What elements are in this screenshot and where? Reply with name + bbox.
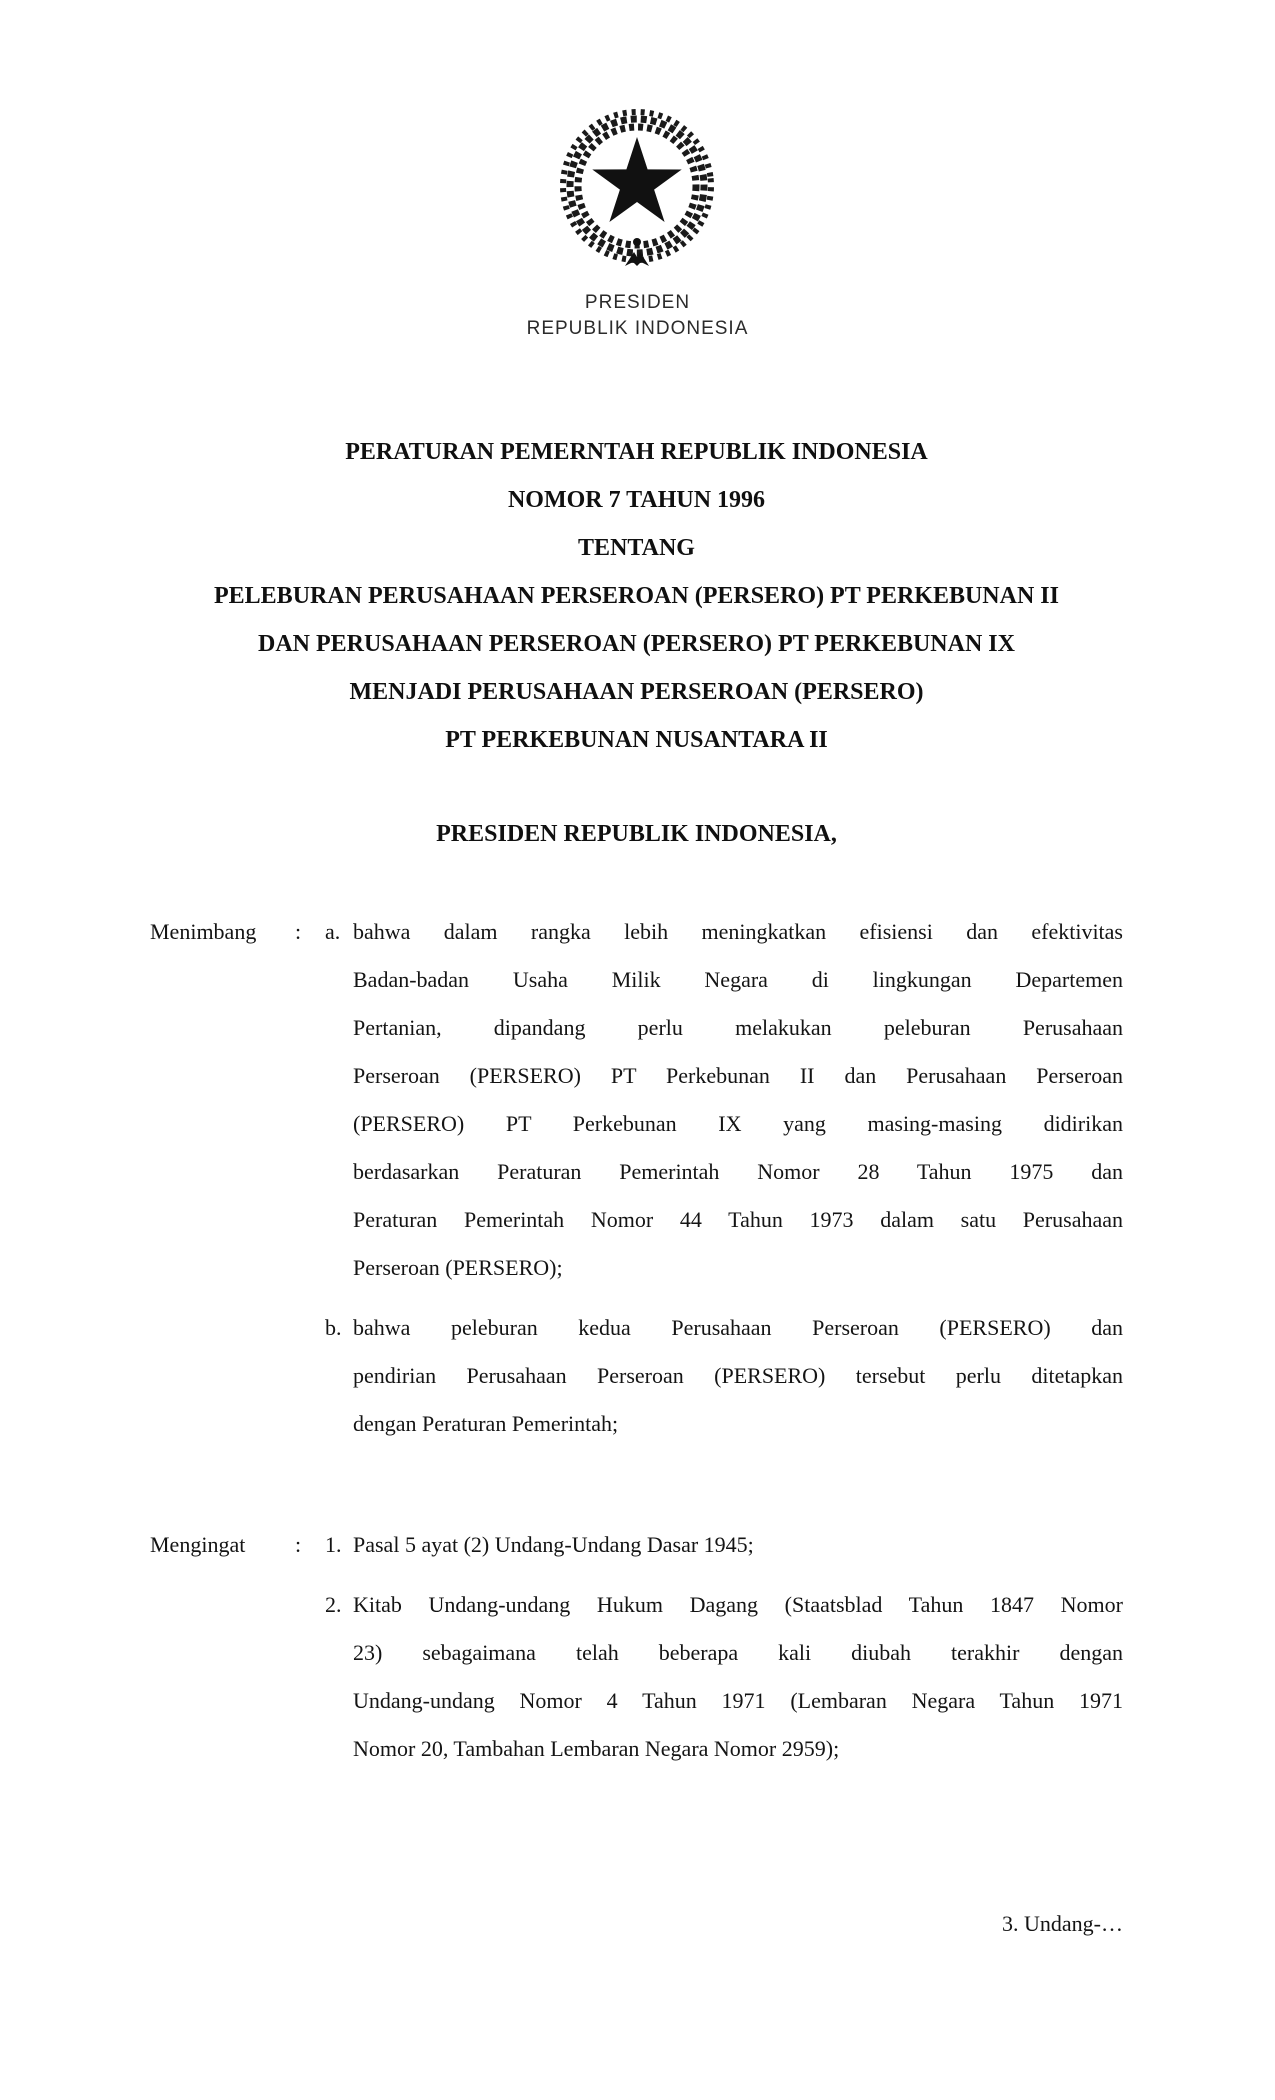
letterhead-line2: REPUBLIK INDONESIA [526,318,749,339]
item-lines [353,908,1123,1292]
text-line: Pasal 5 ayat (2) Undang-Undang Dasar 1945; [353,1532,754,1557]
title-line: DAN PERUSAHAAN PERSEROAN (PERSERO) PT PERKEBUNAN IX [258,631,1015,657]
item-marker: 2. [325,1592,342,1617]
presidential-seal [555,106,719,270]
text-line: Badan-badan Usaha Milik Negara di lingkungan Departemen [353,967,1123,992]
item-marker: a. [325,919,341,944]
text-line: Pertanian, dipandang perlu melakukan peleburan Perusahaan [353,1015,1123,1040]
section-colon: : [295,919,302,944]
title-line: MENJADI PERUSAHAAN PERSEROAN (PERSERO) [349,679,924,705]
text-line: Kitab Undang-undang Hukum Dagang (Staatsblad Tahun 1847 Nomor [353,1592,1123,1617]
item-lines [353,1581,1123,1773]
title-line: PELEBURAN PERUSAHAAN PERSEROAN (PERSERO) PT PERKEBUNAN II [214,583,1059,609]
star-icon [592,137,681,222]
text-line: berdasarkan Peraturan Pemerintah Nomor 28 Tahun 1975 dan [353,1159,1123,1184]
consideration-item [325,908,1123,1292]
title-line: PERATURAN PEMERNTAH REPUBLIK INDONESIA [345,439,928,465]
item-lines [353,1521,1123,1569]
section-label: Menimbang [150,919,257,944]
item-lines [353,1304,1123,1448]
title-line: NOMOR 7 TAHUN 1996 [507,487,766,513]
text-line: Undang-undang Nomor 4 Tahun 1971 (Lembaran Negara Tahun 1971 [353,1688,1123,1713]
text-line: Peraturan Pemerintah Nomor 44 Tahun 1973 dalam satu Perusahaan [353,1207,1123,1232]
consideration-item [325,1521,1123,1569]
item-marker: b. [325,1315,342,1340]
text-line: bahwa peleburan kedua Perusahaan Perseroan (PERSERO) dan [353,1315,1123,1340]
consideration-item [325,1304,1123,1448]
considerations [150,908,1123,1773]
letterhead-line1: PRESIDEN [584,292,691,313]
section-mengingat [150,1521,1123,1773]
salutation: PRESIDEN REPUBLIK INDONESIA, [436,821,837,847]
text-line: (PERSERO) PT Perkebunan IX yang masing-masing didirikan [353,1111,1123,1136]
text-line: Nomor 20, Tambahan Lembaran Negara Nomor 2959); [353,1736,840,1761]
catchword: 3. Undang-… [1002,1911,1123,1936]
letterhead [0,290,1275,342]
text-line: dengan Peraturan Pemerintah; [353,1411,619,1436]
text-line: Perseroan (PERSERO); [353,1255,563,1280]
title-line: TENTANG [578,535,695,561]
text-line: bahwa dalam rangka lebih meningkatkan efisiensi dan efektivitas [353,919,1123,944]
section-colon: : [295,1532,302,1557]
section-label: Mengingat [150,1532,246,1557]
consideration-item [325,1581,1123,1773]
text-line: pendirian Perusahaan Perseroan (PERSERO) tersebut perlu ditetapkan [353,1363,1123,1388]
star-wreath-icon [555,106,719,270]
section-menimbang [150,908,1123,1448]
section-items [325,1521,1123,1773]
section-items [325,908,1123,1448]
text-line: 23) sebagaimana telah beberapa kali diubah terakhir dengan [353,1640,1123,1665]
text-line: Perseroan (PERSERO) PT Perkebunan II dan Perusahaan Perseroan [353,1063,1123,1088]
item-marker: 1. [325,1532,342,1557]
title-line: PT PERKEBUNAN NUSANTARA II [445,727,828,753]
title-block [150,428,1123,764]
